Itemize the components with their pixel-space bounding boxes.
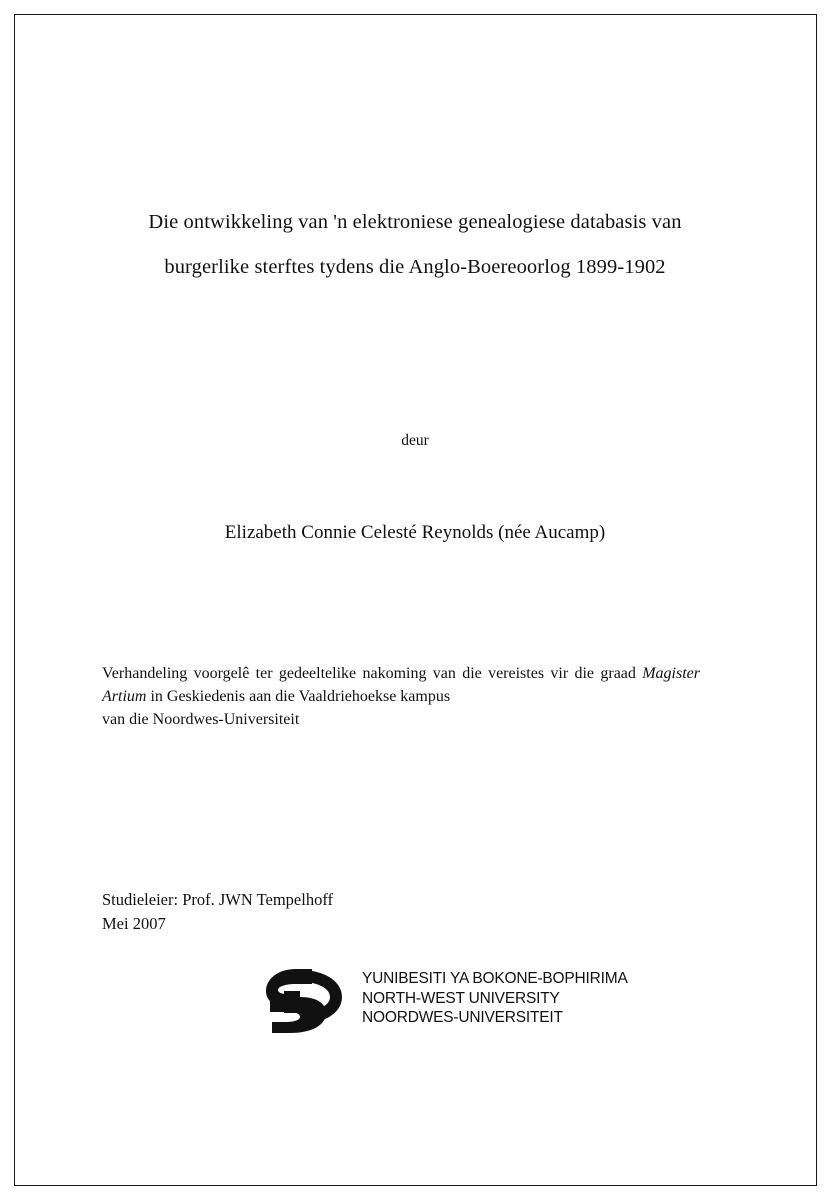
logo-text-line-2: NORTH-WEST UNIVERSITY — [362, 989, 560, 1007]
supervisor-line: Studieleier: Prof. JWN Tempelhoff — [102, 890, 334, 909]
degree-statement-part3: van die Noordwes-Universiteit — [102, 711, 300, 728]
title-page-content — [100, 0, 730, 1200]
date-line: Mei 2007 — [102, 914, 166, 933]
university-logo — [250, 965, 670, 1040]
title-line-1: Die ontwikkeling van 'n elektroniese genealogiese databasis van — [148, 211, 682, 233]
north-west-university-logo-mark — [250, 967, 360, 1035]
page-title — [100, 200, 730, 290]
author-name: Elizabeth Connie Celesté Reynolds (née Aucamp) — [224, 522, 606, 543]
logo-text-line-3: NOORDWES-UNIVERSITEIT — [362, 1009, 563, 1026]
degree-statement-part2: in Geskiedenis aan die Vaaldriehoekse kampus — [146, 688, 451, 705]
supervisor-block — [102, 888, 702, 936]
logo-text-line-1: YUNIBESITI YA BOKONE-BOPHIRIMA — [362, 970, 628, 987]
title-line-2: burgerlike sterftes tydens die Anglo-Boereoorlog 1899-1902 — [164, 256, 666, 278]
degree-statement-part1: Verhandeling voorgelê ter gedeeltelike nakoming van die vereistes vir die graad — [102, 665, 643, 682]
by-label: deur — [401, 432, 429, 449]
degree-name: Magister Artium — [102, 665, 700, 705]
logo-text — [362, 969, 628, 1028]
degree-statement — [102, 662, 700, 731]
